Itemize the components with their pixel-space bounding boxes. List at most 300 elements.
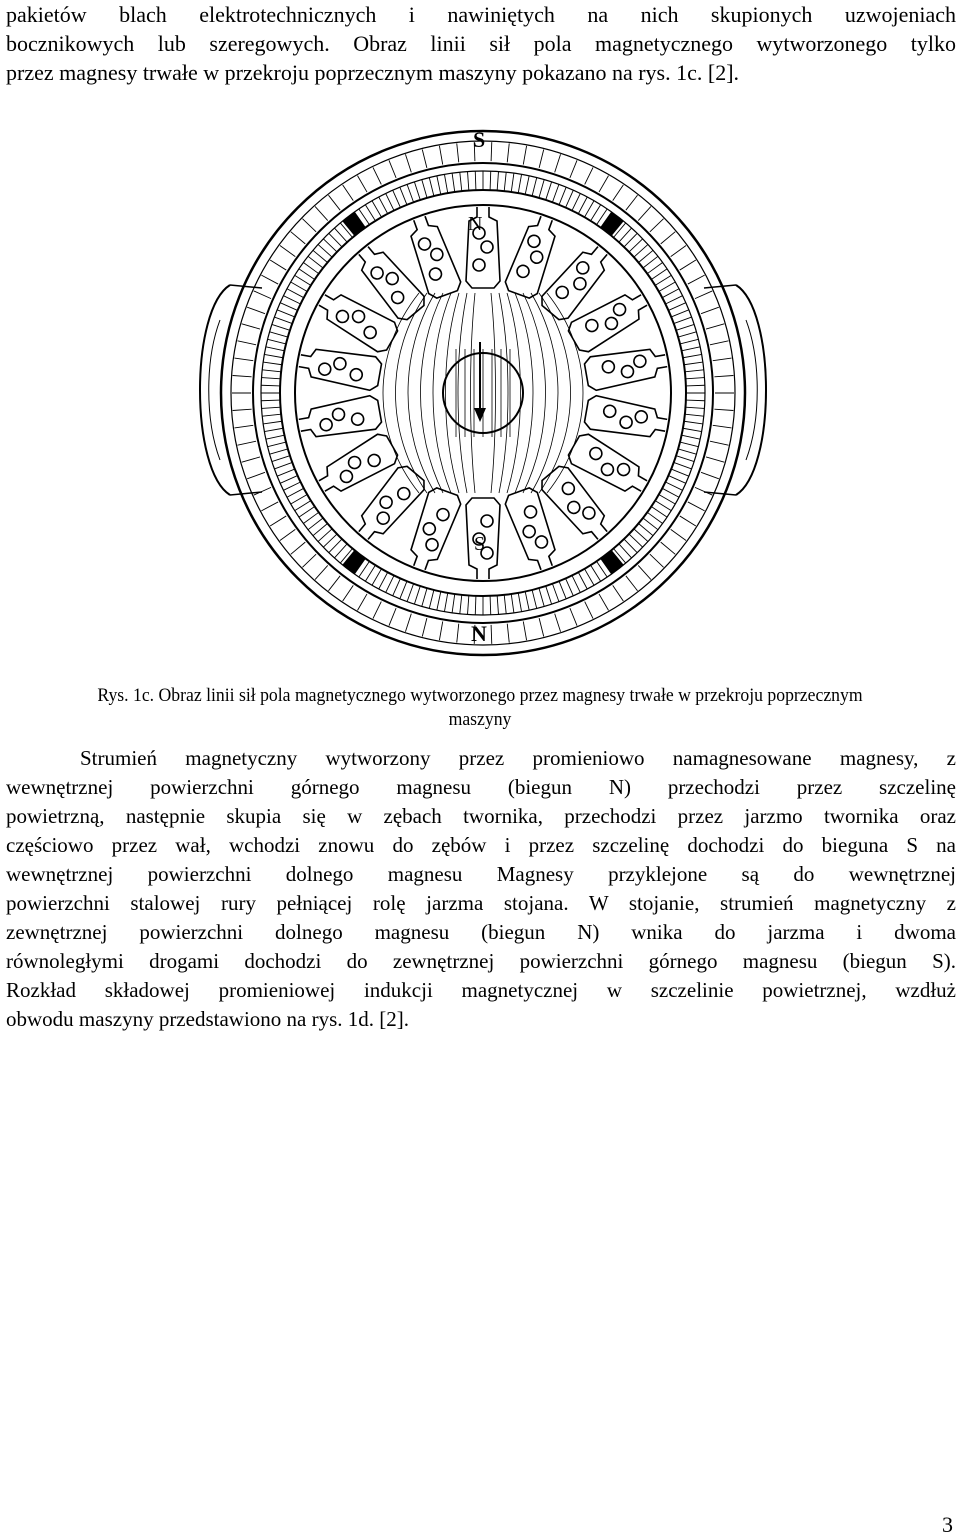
rotor-slot (297, 394, 383, 442)
hatch-line (688, 502, 705, 511)
hatch-line (386, 575, 394, 592)
hatch-line (671, 245, 686, 256)
body-line: Strumień magnetyczny wytworzony przez promieniowo namagnesowane magnesy, z (80, 746, 956, 770)
hatch-line (468, 172, 469, 191)
hatch-line (650, 219, 664, 232)
conductor-icon (580, 505, 597, 522)
pole-label-inner-bottom: S (474, 533, 486, 555)
caption-line: Rys. 1c. Obraz linii sił pola magnetycznego wytworzonego przez magnesy trwałe w przekroju poprzecznym (97, 685, 863, 706)
hatch-line (661, 232, 676, 244)
conductor-icon (619, 415, 633, 429)
caption-line: maszyny (448, 709, 512, 730)
hatch-line (234, 425, 253, 428)
hatch-line (523, 621, 526, 640)
hatch-line (242, 457, 260, 462)
hatch-line (643, 256, 658, 268)
hatch-line (372, 201, 382, 217)
rotor-slot (583, 344, 669, 392)
hatch-line (638, 206, 651, 220)
hatch-line (525, 592, 529, 611)
body-line: zewnętrznej powierzchni dolnego magnesu (biegun N) wnika do jarzma i dwoma (6, 920, 956, 944)
rotor-slot (565, 431, 652, 501)
hatch-line (444, 593, 447, 612)
hatch-line (313, 523, 328, 535)
hatch-line (283, 296, 300, 304)
hatch-line (676, 324, 694, 330)
hatch-line (671, 310, 689, 317)
hatch-line (280, 529, 295, 540)
conductor-icon (574, 259, 591, 276)
hatch-line (680, 442, 698, 447)
magnet-gap (600, 212, 623, 236)
intro-line: przez magnesy trwałe w przekroju poprzecznym maszyny pokazano na rys. 1c. [2]. (6, 60, 740, 85)
hatch-line (237, 341, 256, 345)
hatch-line (701, 472, 719, 478)
conductor-icon (395, 485, 412, 502)
conductor-icon (422, 521, 437, 536)
hatch-line (437, 592, 441, 611)
rotor-slot (537, 240, 615, 324)
hatch-line (400, 187, 407, 205)
hatch-line (555, 154, 561, 172)
hatch-line (626, 576, 638, 591)
hatch-line (546, 586, 552, 604)
hatch-line (328, 195, 340, 210)
rotor-slot (565, 285, 652, 355)
conductor-icon (332, 407, 346, 421)
body-line: częściowo przez wał, wchodzi znowu do zębów i przez szczelinę dochodzi do bieguna S na (6, 833, 956, 857)
hatch-line (713, 425, 732, 428)
hatch-line (295, 275, 311, 285)
hatch-line (661, 542, 676, 554)
hatch-line (277, 310, 295, 317)
hatch-line (686, 385, 705, 386)
hatch-line (570, 160, 577, 178)
hatch-line (523, 146, 526, 165)
hatch-line (678, 449, 696, 454)
hatch-line (624, 539, 637, 553)
hatch-line (280, 245, 295, 256)
hatch-line (299, 269, 315, 280)
hatch-line (643, 518, 658, 530)
hatch-line (365, 205, 375, 221)
rotor-slot (297, 344, 383, 392)
hatch-line (497, 172, 498, 191)
hatch-line (613, 585, 624, 601)
hatch-line (268, 339, 286, 344)
flux-line (523, 293, 546, 493)
hatch-line (532, 590, 537, 608)
hatch-line (274, 462, 292, 468)
hatch-line (266, 347, 285, 351)
hatch-line (572, 575, 580, 592)
hatch-line (599, 176, 609, 192)
hatch-line (437, 176, 441, 195)
hatch-line (651, 507, 667, 518)
magnet-gap (342, 550, 365, 574)
hatch-line (457, 143, 459, 162)
hatch-line (559, 581, 566, 599)
hatch-line (682, 435, 701, 439)
hatch-line (270, 332, 288, 337)
hatch-line (674, 317, 692, 323)
hatch-line (566, 190, 574, 207)
hatch-line (655, 275, 671, 285)
hatch-line (263, 362, 282, 365)
hatch-line (272, 456, 290, 462)
hatch-line (372, 569, 382, 585)
hatch-line (400, 581, 407, 599)
hatch-line (407, 584, 413, 602)
hatch-line (682, 347, 701, 351)
hatch-line (460, 172, 462, 191)
hatch-line (379, 572, 388, 589)
hatch-line (264, 354, 283, 357)
hatch-line (242, 324, 260, 329)
hatch-line (676, 456, 694, 462)
hatch-line (539, 618, 544, 636)
hatch-line (629, 239, 643, 252)
hatch-line (539, 588, 544, 606)
hatch-line (706, 457, 724, 462)
hatch-line (475, 171, 476, 190)
conductor-icon (529, 249, 544, 264)
hatch-line (270, 260, 286, 270)
conductor-icon (338, 468, 354, 484)
conductor-icon (375, 510, 392, 527)
arrow-head-icon (474, 408, 486, 422)
hatch-line (695, 291, 712, 299)
hatch-line (539, 149, 544, 167)
hatch-line (674, 462, 692, 468)
hatch-line (237, 441, 256, 445)
hatch-line (701, 307, 719, 313)
hatch-line (539, 180, 544, 198)
hatch-line (650, 554, 664, 567)
hatch-line (629, 534, 643, 547)
motor-cross-section-figure (190, 110, 776, 670)
conductor-icon (601, 360, 615, 374)
conductor-icon (473, 259, 485, 271)
hatch-line (233, 375, 252, 376)
magnet-gap (342, 212, 365, 236)
hatch-line (291, 232, 306, 244)
pole-label-outer-bottom: N (471, 621, 487, 646)
hatch-line (262, 414, 281, 416)
hatch-line (261, 275, 278, 284)
hatch-line (303, 512, 318, 523)
hatch-line (452, 173, 455, 192)
hatch-line (680, 339, 698, 344)
hatch-line (268, 442, 286, 447)
hatch-line (532, 178, 537, 196)
hatch-line (686, 407, 705, 408)
hatch-line (647, 512, 662, 523)
flux-line (396, 293, 428, 493)
hatch-line (373, 167, 381, 184)
hatch-line (439, 146, 442, 165)
hatch-line (683, 354, 702, 357)
hatch-line (475, 596, 476, 615)
conductor-icon (621, 365, 635, 379)
rotor-slot (350, 463, 428, 547)
hatch-line (313, 250, 328, 262)
hatch-line (365, 565, 375, 581)
conductor-icon (523, 504, 538, 519)
hatch-line (613, 185, 624, 201)
hatch-line (668, 303, 685, 311)
hatch-line (647, 263, 662, 274)
conductor-icon (318, 362, 332, 376)
conductor-icon (534, 534, 549, 549)
conductor-icon (584, 317, 600, 333)
body-line: wewnętrznej powierzchni dolnego magnesu Magnesy przyklejone są do wewnętrznej (6, 862, 956, 886)
body-line: równoległymi drogami dochodzi do zewnętrznej powierzchni górnego magnesu (biegun S). (6, 949, 956, 973)
conductor-icon (603, 315, 619, 331)
conductor-icon (319, 418, 333, 432)
hatch-line (262, 370, 281, 372)
flux-line (547, 293, 583, 493)
hatch-line (429, 178, 434, 196)
hatch-line (518, 174, 521, 193)
hatch-line (504, 172, 506, 191)
conductor-icon (435, 507, 450, 522)
conductor-icon (603, 404, 617, 418)
hatch-line (373, 602, 381, 619)
figure-caption (34, 684, 927, 732)
conductor-icon (366, 452, 382, 468)
flux-line (446, 293, 460, 493)
flux-line (499, 293, 508, 493)
flux-line (539, 293, 571, 493)
hatch-line (684, 362, 703, 365)
hatch-line (518, 593, 521, 612)
hatch-line (291, 282, 307, 292)
hatch-line (665, 296, 682, 304)
flux-line (458, 293, 467, 493)
hatch-line (429, 590, 434, 608)
hatch-line (552, 184, 558, 202)
hatch-line (264, 428, 283, 431)
hatch-line (287, 289, 304, 298)
hatch-line (343, 185, 354, 201)
hatch-line (247, 472, 265, 478)
hatch-line (323, 534, 337, 547)
hatch-line (261, 400, 280, 401)
hatch-line (414, 182, 420, 200)
hatch-line (680, 260, 696, 270)
conductor-icon (349, 368, 363, 382)
hatch-line (270, 516, 286, 526)
hatch-line (585, 167, 593, 184)
hatch-line (695, 487, 712, 495)
hatch-line (507, 143, 509, 162)
hatch-line (407, 184, 413, 202)
hatch-line (329, 539, 342, 553)
intro-line: bocznikowych lub szeregowych. Obraz linii sił pola magnetycznego wytworzonego tylko (6, 31, 956, 56)
conductor-icon (362, 324, 378, 340)
conductor-icon (333, 357, 347, 371)
hatch-line (299, 507, 315, 518)
rotor-slot (583, 394, 669, 442)
hatch-line (572, 193, 580, 210)
hatch-line (439, 621, 442, 640)
hatch-line (302, 554, 316, 567)
conductor-icon (615, 461, 631, 477)
hatch-line (261, 502, 278, 511)
hatch-line (688, 275, 705, 284)
hatch-line (599, 594, 609, 610)
hatch-line (655, 501, 671, 511)
hatch-line (706, 324, 724, 329)
hatch-line (639, 523, 654, 535)
hatch-line (329, 233, 342, 247)
hatch-line (318, 529, 332, 542)
hatch-line (671, 469, 689, 476)
hatch-line (379, 197, 388, 214)
hatch-line (266, 435, 285, 439)
hatch-line (585, 201, 595, 217)
hatch-line (659, 282, 675, 292)
hatch-line (638, 565, 651, 579)
rotor-slot (313, 285, 400, 355)
body-paragraph (6, 744, 956, 1034)
hatch-line (308, 518, 323, 530)
hatch-line (634, 244, 648, 257)
conductor-icon (571, 275, 588, 292)
intro-line: pakietów blach elektrotechnicznych i nawiniętych na nich skupionych uzwojeniach (6, 2, 956, 27)
hatch-line (274, 317, 292, 323)
conductor-icon (350, 308, 366, 324)
hatch-line (578, 197, 587, 214)
hatch-line (358, 594, 368, 610)
pole-label-inner-top: N (468, 213, 483, 235)
rotor-slot (503, 212, 563, 300)
hatch-line (468, 596, 469, 615)
hatch-line (422, 618, 427, 636)
hatch-line (490, 171, 491, 190)
hatch-line (578, 572, 587, 589)
intro-paragraph (6, 0, 956, 87)
conductor-icon (389, 289, 406, 306)
hatch-line (414, 586, 420, 604)
hatch-line (552, 584, 558, 602)
conductor-icon (521, 524, 536, 539)
conductor-icon (611, 301, 627, 317)
hatch-line (263, 421, 282, 424)
rotor-slot (313, 431, 400, 501)
hatch-line (714, 409, 733, 410)
conductor-icon (599, 461, 615, 477)
flux-line (421, 293, 444, 493)
hatch-line (624, 233, 637, 247)
conductor-icon (565, 499, 582, 516)
hatch-line (585, 569, 595, 585)
conductor-icon (369, 265, 386, 282)
conductor-icon (633, 354, 647, 368)
conductor-icon (560, 480, 577, 497)
hatch-line (559, 187, 566, 205)
hatch-line (234, 358, 253, 361)
hatch-line (343, 585, 354, 601)
hatch-line (659, 495, 675, 505)
hatch-line (566, 578, 574, 595)
hatch-line (393, 190, 401, 207)
hatch-line (686, 378, 705, 379)
hatch-line (713, 358, 732, 361)
hatch-line (262, 407, 281, 408)
body-line: Rozkład składowej promieniowej indukcji magnetycznej w szczelinie powietrznej, wzdłuż (6, 978, 956, 1002)
rotor-slot (403, 212, 463, 300)
conductor-icon (334, 308, 350, 324)
conductor-icon (588, 445, 604, 461)
hatch-line (626, 195, 638, 210)
hatch-line (405, 614, 411, 632)
hatch-line (277, 469, 295, 476)
hatch-line (668, 476, 685, 484)
body-line: obwodu maszyny przedstawiono na rys. 1d. [2]. (6, 1007, 409, 1031)
hatch-line (358, 176, 368, 192)
hatch-line (511, 173, 514, 192)
hatch-line (287, 488, 304, 497)
hatch-line (591, 205, 601, 221)
conductor-icon (378, 494, 395, 511)
hatch-line (272, 324, 290, 330)
hatch-line (686, 400, 705, 401)
hatch-line (460, 595, 462, 614)
conductor-icon (515, 264, 530, 279)
hatch-line (665, 482, 682, 490)
hatch-line (491, 142, 492, 161)
hatch-line (393, 578, 401, 595)
hatch-line (262, 378, 281, 379)
hatch-line (546, 182, 552, 200)
hatch-line (685, 370, 704, 372)
hatch-line (662, 488, 679, 497)
hatch-line (389, 608, 396, 626)
hatch-line (585, 602, 593, 619)
hatch-line (315, 206, 328, 220)
hatch-line (619, 228, 632, 242)
hatch-line (714, 375, 733, 376)
conductor-icon (351, 412, 365, 426)
hatch-line (233, 409, 252, 410)
hatch-line (302, 219, 316, 232)
hatch-line (280, 303, 297, 311)
hatch-line (490, 596, 491, 615)
hatch-line (247, 307, 265, 313)
flux-line (383, 293, 419, 493)
conductor-icon (346, 454, 362, 470)
flux-line (507, 293, 521, 493)
hatch-line (328, 576, 340, 591)
hatch-line (710, 341, 729, 345)
hatch-line (270, 449, 288, 454)
hatch-line (334, 544, 347, 558)
hatch-line (444, 174, 447, 193)
hatch-line (457, 624, 459, 643)
hatch-line (651, 269, 667, 280)
hatch-line (662, 289, 679, 298)
body-line: powietrzną, następnie skupia się w zębach twornika, przechodzi przez jarzmo twornika oraz (6, 804, 956, 828)
hatch-line (303, 263, 318, 274)
hatch-line (507, 624, 509, 643)
hatch-line (570, 608, 577, 626)
hatch-line (671, 529, 686, 540)
hatch-line (315, 565, 328, 579)
conductor-icon (481, 241, 493, 253)
hatch-line (525, 176, 529, 195)
